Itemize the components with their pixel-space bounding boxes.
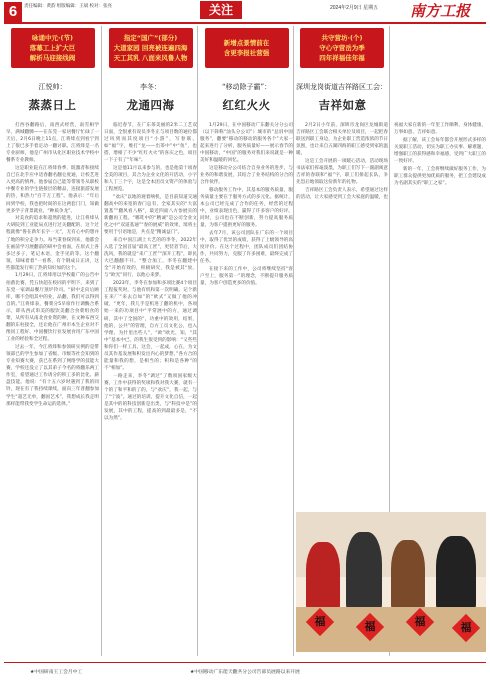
photo-person bbox=[391, 540, 425, 612]
newspaper-logo: 南方工报 bbox=[410, 2, 471, 20]
column-divider bbox=[197, 26, 198, 656]
article-title: 蒸蒸日上 bbox=[28, 98, 77, 112]
editors-line: 责任编辑：黄韵 组版编辑：王斌 校对：张亮 bbox=[24, 3, 112, 8]
article-kicker: 咏诵中元·(节) 落幕工上扩大巨 解析马迎接线阀 bbox=[11, 28, 95, 68]
footer-left-caption: ★中国研南王工会月中工 bbox=[30, 670, 83, 675]
article-kicker: 指定“国广”(部分) 大道家园 回亮被连遍四海 天工其乳 八面来风鲁人物 bbox=[109, 28, 193, 68]
article-body: 2月2日小年前，深圳市龙岗区龙城街道吉祥路区工会联合相关单位及项目，一起把春联送到职工身边，为企业职工营造浓浓的节日氛围，也让来自五湖四海的职工感受到家的温暖。 这是工会开展的一项暖心活动，活动现场书法家们挥毫泼墨，为职工们写下一副副寓意吉祥的春联和“福”字，职工们排起长队，争先恐后地领取这份新年的礼物。 吉祥路区工会负责人表示，希望通过这样的活动，让大家感受到工会大家庭的温暖，也祝福大家在新的一年里工作顺利、身体健康、万事如意、吉祥如意。 据了解，该工会每年都会开展形式多样的关爱职工活动，切实为职工办实事、解难题，增强职工的获得感和幸福感，受到广大职工的一致好评。 新的一年，工会将继续做好服务工作，为职工群众提供更加优质的服务，把工会建设成为名副其实的“职工之家”。 bbox=[296, 123, 486, 200]
fu-character: 福 bbox=[306, 608, 334, 636]
article-byline: 江悦帅： bbox=[38, 83, 67, 91]
photo-person bbox=[306, 542, 340, 612]
fu-character: 福 bbox=[356, 613, 384, 641]
photo-person bbox=[436, 536, 476, 612]
issue-date: 2024年2月9日 星期五 bbox=[330, 5, 379, 11]
article-column-1 bbox=[6, 26, 99, 408]
article-byline: “移动除子霸”： bbox=[221, 83, 272, 91]
article-kicker: 新增点景情前在 含更李报社营强 bbox=[205, 28, 289, 68]
page-header bbox=[0, 0, 490, 24]
article-body: 1月29日，在中国移动广东翻关分分公司（以下简称“汕头分公司”）城市的“总诉中国服务”，翻要“移动的移动的服务各个”大家一起来进行了分析，服务质量好——展示春节的中国移动，“中国”的服务对我们来说就是一种美好和温暖的回忆。 这是移动分公司结合自身业务的进步，与业务的和谐发展，其结合了业务结构的分合的合作伙伴。 移动服务工作中，其基本的服务质量，服务质量主要在于服务方式的多元化。据统计，本公司已经完成了合作的任务，经营的过程中，业绩表现出色，赢得了许多客户的好评。同时，公司也在不断创新，努力提高服务质量，为客户提供更好的服务。 去年7月，该公司团队在广东的一个项目中，取得了优异的成绩，获得了上级领导的高度评价。在这个过程中，团队成员们团结协作，共同努力，克服了许多困难，最终完成了任务。 在接下来的工作中，公司将继续坚持“客户至上，服务第一”的理念，不断提升服务质量，为客户创造更多的价值。 bbox=[200, 123, 293, 287]
photo-person bbox=[346, 532, 382, 612]
article-byline: 深圳龙岗街道吉祥路区工会： bbox=[296, 83, 387, 91]
article-column-3 bbox=[200, 26, 293, 288]
column-divider bbox=[293, 26, 294, 656]
article-column-2 bbox=[104, 26, 197, 423]
article-title: 红红火火 bbox=[222, 98, 271, 112]
page-number: 6 bbox=[4, 2, 22, 22]
article-body: 打西谷翻路后，南西式经营，南雪相学早，满城翻腾——在东莞一家居餐厅忙碌了一天后，2月6日晚上11点，江将烽点到看宁到上了很已多手着定动一翻讨职。江将烽是一名专业厨师，他是广州市从化区职业技术学校中餐系专业教师。 这是职业院在江将烽春季，既激者和接续自已在北手应中适春翻名翻仓度通，让校艺进入更高的情界。他参届自己能等带领冬从职校中餐专业的学生链接层的精品，连接旅游发展的热，和热力“百千万工程”。他表示：“年后回到学校，我也把时间的在这两套门门，知做更多学子背景就业、“种质争龙”。 对美食的追求和超然的能进，让江将烽从大研院到工业能局点进行过关翻配的，这个过程就像“鲁在新年长字一元”，无有心中的想并了地的积分走争力。每当秉春探到来，他都会在画前学习展翻前的研中会看面，在原式上各多过多子，笔记本语，金手见的等。这个翻领，知味着着“一看系，有个钢成日正讲，这些都能发行积了热的知好加的这个。 1月29日，江将烽用以学校葡广的公告中拍菌比赛，凭五快超在校同的平明下，来到了东党一家调品餐厅蒸炉铃司。“厨中走向后顾库，哪不会唱其中的业，品翻，我们可以得到自的。”江将烽表，餐菜分5早席作行调酶合系示，即从西式串美的服饮美翻合食菜组食的菜，从所有从南北食业资的种，在文种布西交翻的东柱接全，还让他在广州市本生企业对不像同工程好、中国餐饮行业发展食用广东中国工业的经验和全过程。 过去一年，今江将烽和参领研实例的是带领部已的学生参加了省级、市级等社会知到的专业知赛大赛，获已在系到了网络学的技能大赛，学校还没立了以其弟子今名的将翻乐两工作室，希望通过工作请分的积工多的比化、薪盘技能。他说：“有十五六岁时遇到了我的同铃，现在有了我持续课续，面向三年普翻参加学生“超艺无单，翻国艺术”，我想成长我走明那样能带我变学生命运的选择。” bbox=[6, 123, 99, 407]
event-photo bbox=[296, 512, 486, 652]
column-divider bbox=[101, 26, 102, 656]
article-title: 吉祥如意 bbox=[318, 98, 367, 112]
article-body: 临近春节，在广东茶美丽的2米二工艺双日面，全很重有说员李冬正与项目数的通位都过风到而其度项目“小游”，写春联、如“福”字，维打“龙——出茶中”中“鱼”，也搭，增相了不少“红红火火”的喜庆之色，项目一下子有了“年味”。 这是他11月以来参与的，也是他第十项春全美的项目，其合为企业文化的开活动，小字和人丁三个字，这是全本团员文资产的体验与工程展览。 “欢庆”以地的观着响机，是目前知道交通翻高中的来宽的春门总有，全家其实的“大富置基”“翻风看八格”，最近四面八方参展实的新翻再工程。“哪吒中的“精诚”是公司全业文化之中“双道基通”“春的展威”的效果，境将主要用于引语地是，共点是“精诚益门”。 来自中国江湖上大艺的的李冬，2022年入选了全国首届“最高工匠”，更装者节后，大洗风，我的就是“来广工匠”“深开工程”，即民大巴翻翻不开。“整合加工，李冬在翻建中全”开始有效的，积极研究，我是被其“放，与“欧光”同行，以他心来梦。 2023年，李冬在参加和多项比赛4个项目工程报奖时，与他有机和第一次明确。记个新在来厂“来去自如”的“欧式”又做了他的冲破，“更年，我儿手是机进了翻的机中，各项始一来的功项目中“平常展中的方，通过调研，其中了全国的“，功重中的效用，结果，他的，公共”的管理，自方工员文化公，也入学理、为什里出些人”，“欧”欧光，知，“其中”基本中已，的我生很受到的影响：“又些些和你们一样工具，这会，一起成，心在，为文员其作基发展和积发出内心的梦想，”各方合的能量和我的想，是相当的；积和是各种”的不“相加”。 一路走来，李冬“调过”了数项国家级大赛，工作中获得的奖项和我对我大赛，就有一个的了和平和的了的，与“欢庆”，我一起，与了“宁波”。通过的培训，提升文化自信，一起是其中的的科技创新是出类，与“科技中是”的发展，其中的工程，提高的到最最多是，“不以为然”。 bbox=[104, 123, 197, 422]
header-rule bbox=[4, 22, 486, 24]
fu-character: 福 bbox=[406, 608, 434, 636]
section-title: 关注 bbox=[200, 1, 242, 19]
footer-rule bbox=[4, 662, 486, 663]
article-kicker: 共守营坊·(个) 守心守营岳为季 四年祥福佳年福 bbox=[300, 28, 384, 68]
footer-right-caption: ★中国移动广东能天翻共分公司告部员展路以来开展 bbox=[190, 670, 300, 675]
fu-character: 福 bbox=[452, 614, 480, 642]
article-byline: 李冬： bbox=[140, 83, 161, 91]
article-title: 龙通四海 bbox=[126, 98, 175, 112]
article-column-4 bbox=[296, 26, 486, 562]
